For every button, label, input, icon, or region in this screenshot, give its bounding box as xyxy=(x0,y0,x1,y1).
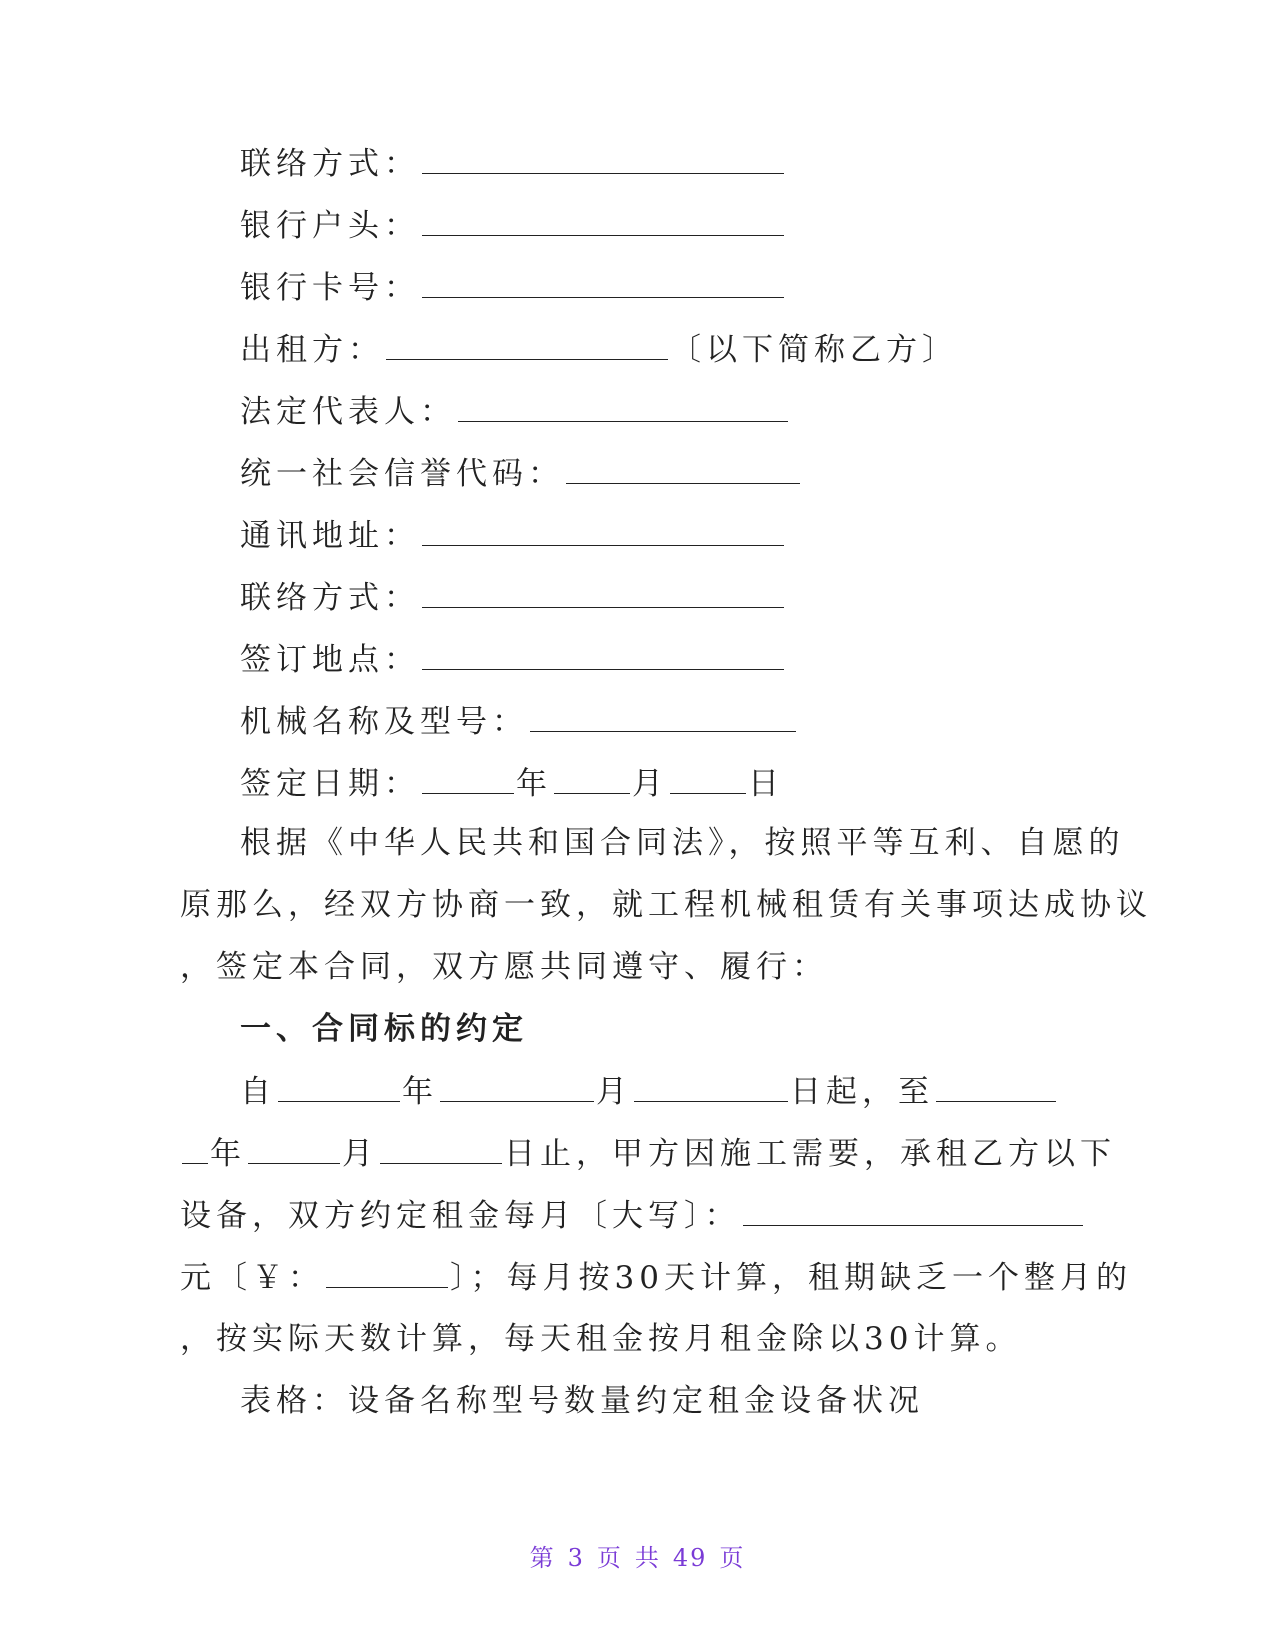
blank-line xyxy=(458,391,788,422)
blank-line xyxy=(422,267,784,298)
field-label: 联络方式： xyxy=(240,146,420,182)
bank-card-field xyxy=(240,267,786,308)
blank-line xyxy=(278,1071,400,1102)
blank-line xyxy=(326,1257,448,1288)
blank-line xyxy=(566,453,800,484)
yuan-text: 元〔￥： xyxy=(180,1260,324,1296)
rent-rule-text: 〕；每月按30天计算，租期缺乏一个整月的 xyxy=(450,1260,1132,1296)
sign-date-field xyxy=(240,763,784,804)
lessor-field xyxy=(240,329,958,370)
blank-line xyxy=(422,515,784,546)
blank-line xyxy=(380,1133,502,1164)
section-line-2 xyxy=(180,1133,1116,1174)
credit-code-field xyxy=(240,453,802,494)
preamble-line-2: 原那么，经双方协商一致，就工程机械租赁有关事项达成协议 xyxy=(180,887,1152,923)
field-label: 签订地点： xyxy=(240,642,420,678)
legal-rep-field xyxy=(240,391,790,432)
address-field xyxy=(240,515,786,556)
blank-line xyxy=(634,1071,788,1102)
field-label: 联络方式： xyxy=(240,580,420,616)
contact-field-1 xyxy=(240,143,786,184)
footer-di: 第 xyxy=(529,1544,556,1572)
month-label: 月 xyxy=(596,1074,632,1110)
footer-ye2: 页 xyxy=(719,1544,746,1572)
rent-text: 设备，双方约定租金每月〔大写〕： xyxy=(180,1198,741,1234)
year-label: 年 xyxy=(210,1136,246,1172)
blank-line xyxy=(386,329,668,360)
blank-line xyxy=(422,763,514,794)
blank-line xyxy=(422,205,784,236)
blank-line xyxy=(936,1071,1056,1102)
field-suffix: 〔以下简称乙方〕 xyxy=(670,332,958,368)
machine-name-field xyxy=(240,701,798,742)
page-number: 3 xyxy=(567,1544,585,1572)
blank-line xyxy=(248,1133,340,1164)
day-label: 日 xyxy=(748,766,784,802)
year-label: 年 xyxy=(402,1074,438,1110)
contact-field-2 xyxy=(240,577,786,618)
field-label: 银行户头： xyxy=(240,208,420,244)
blank-line xyxy=(670,763,746,794)
page-footer xyxy=(0,1538,1275,1573)
field-label: 法定代表人： xyxy=(240,394,456,430)
field-label: 机械名称及型号： xyxy=(240,704,528,740)
blank-line xyxy=(743,1195,1083,1226)
blank-line xyxy=(422,639,784,670)
blank-line xyxy=(182,1133,208,1164)
footer-ye: 页 xyxy=(596,1544,623,1572)
section-line-5: ，按实际天数计算，每天租金按月租金除以30计算。 xyxy=(180,1321,1022,1357)
field-label: 通讯地址： xyxy=(240,518,420,554)
section-line-4 xyxy=(180,1257,1132,1298)
sign-place-field xyxy=(240,639,786,680)
year-label: 年 xyxy=(516,766,552,802)
section-line-1 xyxy=(240,1071,1058,1112)
month-label: 月 xyxy=(342,1136,378,1172)
month-label: 月 xyxy=(632,766,668,802)
field-label: 出租方： xyxy=(240,332,384,368)
section-heading: 一、合同标的约定 xyxy=(240,1011,528,1047)
preamble-line-3: ，签定本合同，双方愿共同遵守、履行： xyxy=(180,949,828,985)
total-pages: 49 xyxy=(672,1544,708,1572)
field-label: 统一社会信誉代码： xyxy=(240,456,564,492)
blank-line xyxy=(422,143,784,174)
blank-line xyxy=(554,763,630,794)
text-from: 自 xyxy=(240,1074,276,1110)
preamble-line-1: 根据《中华人民共和国合同法》，按照平等互利、自愿的 xyxy=(240,825,1125,861)
day-end-text: 日止，甲方因施工需要，承租乙方以下 xyxy=(504,1136,1116,1172)
section-line-3 xyxy=(180,1195,1085,1236)
blank-line xyxy=(440,1071,594,1102)
table-note: 表格：设备名称型号数量约定租金设备状况 xyxy=(240,1383,924,1419)
blank-line xyxy=(422,577,784,608)
field-label: 签定日期： xyxy=(240,766,420,802)
day-start-text: 日起，至 xyxy=(790,1074,934,1110)
footer-gong: 共 xyxy=(634,1544,661,1572)
bank-account-field xyxy=(240,205,786,246)
field-label: 银行卡号： xyxy=(240,270,420,306)
blank-line xyxy=(530,701,796,732)
